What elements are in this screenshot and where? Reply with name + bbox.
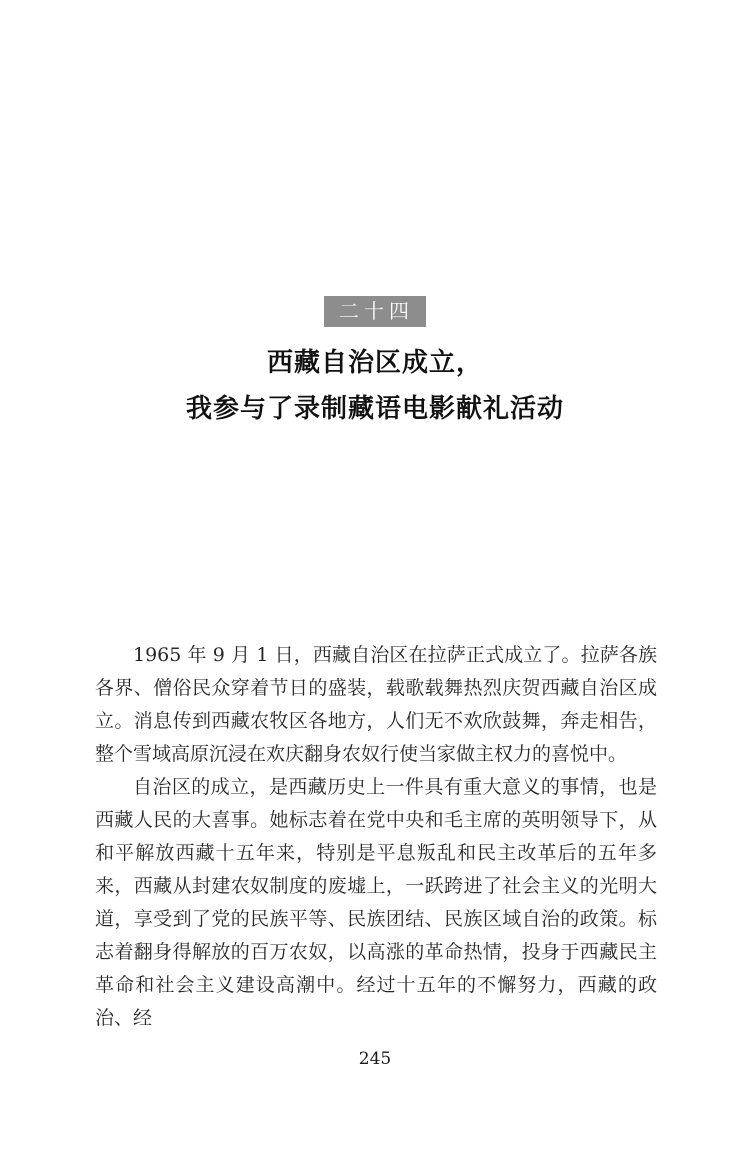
page-number: 245 <box>358 1049 392 1069</box>
chapter-number-badge: 二十四 <box>324 296 426 327</box>
chapter-title-line2: 我参与了录制藏语电影献礼活动 <box>185 394 564 424</box>
paragraph: 1965 年 9 月 1 日，西藏自治区在拉萨正式成立了。拉萨各族各界、僧俗民众穿着节日的盛装，载歌载舞热烈庆贺西藏自治区成立。消息传到西藏农牧区各地方，人们无不欢欣鼓舞，奔走相告，整个雪域高原沉浸在欢庆翻身农奴行使当家做主权力的喜悦中。 <box>95 644 657 765</box>
body-text <box>95 639 657 1035</box>
chapter-title <box>0 340 750 432</box>
paragraph: 自治区的成立，是西藏历史上一件具有重大意义的事情，也是西藏人民的大喜事。她标志着在党中央和毛主席的英明领导下，从和平解放西藏十五年来，特别是平息叛乱和民主改革后的五年多来，西藏从封建农奴制度的废墟上，一跃跨进了社会主义的光明大道，享受到了党的民族平等、民族团结、民族区域自治的政策。标志着翻身得解放的百万农奴，以高涨的革命热情，投身于西藏民主革命和社会主义建设高潮中。经过十五年的不懈努力，西藏的政治、经 <box>95 776 657 1029</box>
chapter-title-line1: 西藏自治区成立， <box>266 348 483 378</box>
